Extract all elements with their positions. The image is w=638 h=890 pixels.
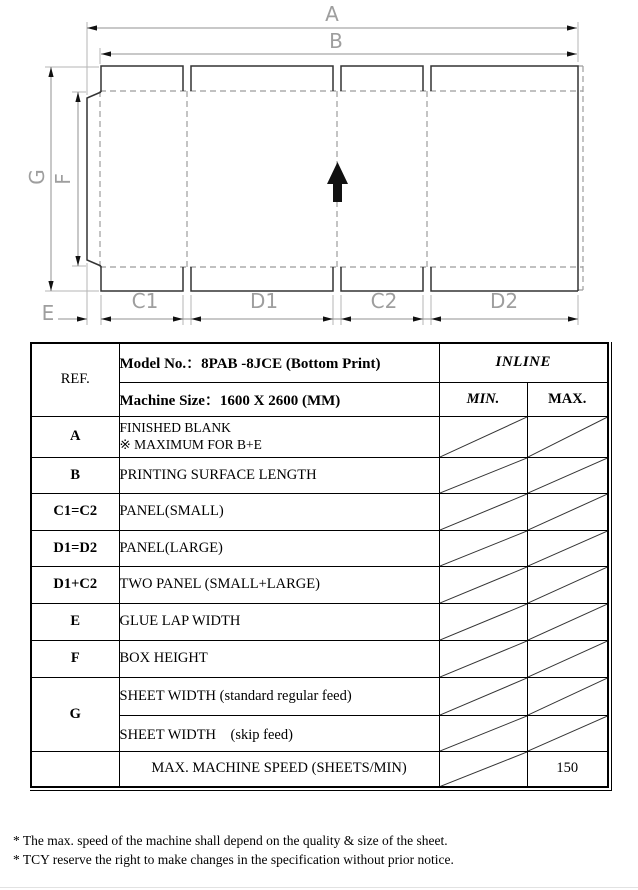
- slash-line: [440, 531, 527, 566]
- slash-line: [440, 494, 527, 530]
- max-cell-c1c2: [527, 493, 608, 530]
- slash-line: [440, 752, 527, 787]
- footnote-rights: * TCY reserve the right to make changes in the specification without prior notice.: [13, 851, 454, 867]
- min-cell-speed: [439, 751, 527, 787]
- ref-cell-a: A: [31, 416, 119, 457]
- footnotes: [13, 832, 454, 869]
- slash-line: [528, 678, 608, 715]
- slash-line: [528, 604, 608, 640]
- dim-label-c2: C2: [370, 289, 398, 313]
- feed-direction-arrow: [327, 162, 348, 202]
- model-no-cell: Model No.：8PAB -8JCE (Bottom Print): [119, 343, 439, 382]
- desc-a-line1: FINISHED BLANK: [119, 419, 231, 435]
- machine-size-cell: Machine Size：1600 X 2600 (MM): [119, 382, 439, 416]
- min-cell-g-skip: [439, 715, 527, 751]
- min-cell-d1c2: [439, 566, 527, 603]
- max-cell-g-standard: [527, 677, 608, 715]
- min-cell-f: [439, 640, 527, 677]
- dim-label-c1: C1: [131, 289, 159, 313]
- slash-line: [440, 567, 527, 603]
- max-cell-f: [527, 640, 608, 677]
- ref-cell-speed-empty: [31, 751, 119, 787]
- min-cell-g-standard: [439, 677, 527, 715]
- dim-label-d2: D2: [489, 289, 519, 313]
- dim-label-e: E: [41, 301, 55, 325]
- ref-cell-b: B: [31, 457, 119, 493]
- min-cell-a: [439, 416, 527, 457]
- slash-line: [440, 641, 527, 677]
- desc-cell-g-skip: SHEET WIDTH (skip feed): [119, 715, 439, 751]
- footnote-speed: * The max. speed of the machine shall depend on the quality & size of the sheet.: [13, 833, 448, 848]
- ref-cell-f: F: [31, 640, 119, 677]
- min-cell-d1d2: [439, 530, 527, 566]
- desc-cell-d1d2: PANEL(LARGE): [119, 530, 439, 566]
- slash-line: [528, 567, 608, 603]
- min-cell-e: [439, 603, 527, 640]
- dim-label-a: A: [325, 2, 339, 26]
- slash-line: [440, 417, 527, 457]
- dim-label-d1: D1: [249, 289, 279, 313]
- ref-cell-e: E: [31, 603, 119, 640]
- inline-header-cell: INLINE: [439, 343, 608, 382]
- min-cell-c1c2: [439, 493, 527, 530]
- dimension-lines: [51, 28, 578, 319]
- ref-cell-c1c2: C1=C2: [31, 493, 119, 530]
- max-cell-speed: 150: [527, 751, 608, 787]
- slash-line: [440, 458, 527, 493]
- ref-cell-d1d2: D1=D2: [31, 530, 119, 566]
- desc-cell-c1c2: PANEL(SMALL): [119, 493, 439, 530]
- desc-a-line2: ※ MAXIMUM FOR B+E: [119, 436, 262, 452]
- dim-label-b: B: [329, 29, 343, 53]
- spec-table-wrapper: [30, 342, 612, 791]
- max-cell-b: [527, 457, 608, 493]
- slash-line: [440, 716, 527, 751]
- max-cell-a: [527, 416, 608, 457]
- page-bottom-edge: [0, 887, 638, 888]
- max-cell-d1c2: [527, 566, 608, 603]
- spec-table: [30, 342, 609, 788]
- max-cell-d1d2: [527, 530, 608, 566]
- desc-cell-a: [119, 416, 439, 457]
- slash-line: [528, 458, 608, 493]
- slash-line: [528, 494, 608, 530]
- slash-line: [528, 417, 608, 457]
- desc-cell-f: BOX HEIGHT: [119, 640, 439, 677]
- desc-cell-d1c2: TWO PANEL (SMALL+LARGE): [119, 566, 439, 603]
- desc-cell-e: GLUE LAP WIDTH: [119, 603, 439, 640]
- desc-cell-g-standard: SHEET WIDTH (standard regular feed): [119, 677, 439, 715]
- ref-cell-d1c2: D1+C2: [31, 566, 119, 603]
- box-blank-diagram: [0, 0, 638, 336]
- desc-cell-b: PRINTING SURFACE LENGTH: [119, 457, 439, 493]
- slash-line: [440, 604, 527, 640]
- max-cell-e: [527, 603, 608, 640]
- min-cell-b: [439, 457, 527, 493]
- glue-lap: [87, 92, 101, 266]
- ref-cell-g: G: [31, 677, 119, 751]
- slash-line: [528, 716, 608, 751]
- dimension-arrowheads: [48, 25, 578, 321]
- max-cell-g-skip: [527, 715, 608, 751]
- dim-label-f: F: [51, 173, 75, 185]
- slash-line: [528, 641, 608, 677]
- slash-line: [528, 531, 608, 566]
- slash-line: [440, 678, 527, 715]
- ref-header-cell: REF.: [31, 343, 119, 416]
- extension-lines: [45, 22, 578, 325]
- speed-label-cell: MAX. MACHINE SPEED (SHEETS/MIN): [119, 751, 439, 787]
- dim-label-g: G: [25, 169, 49, 185]
- max-header-cell: MAX.: [527, 382, 608, 416]
- min-header-cell: MIN.: [439, 382, 527, 416]
